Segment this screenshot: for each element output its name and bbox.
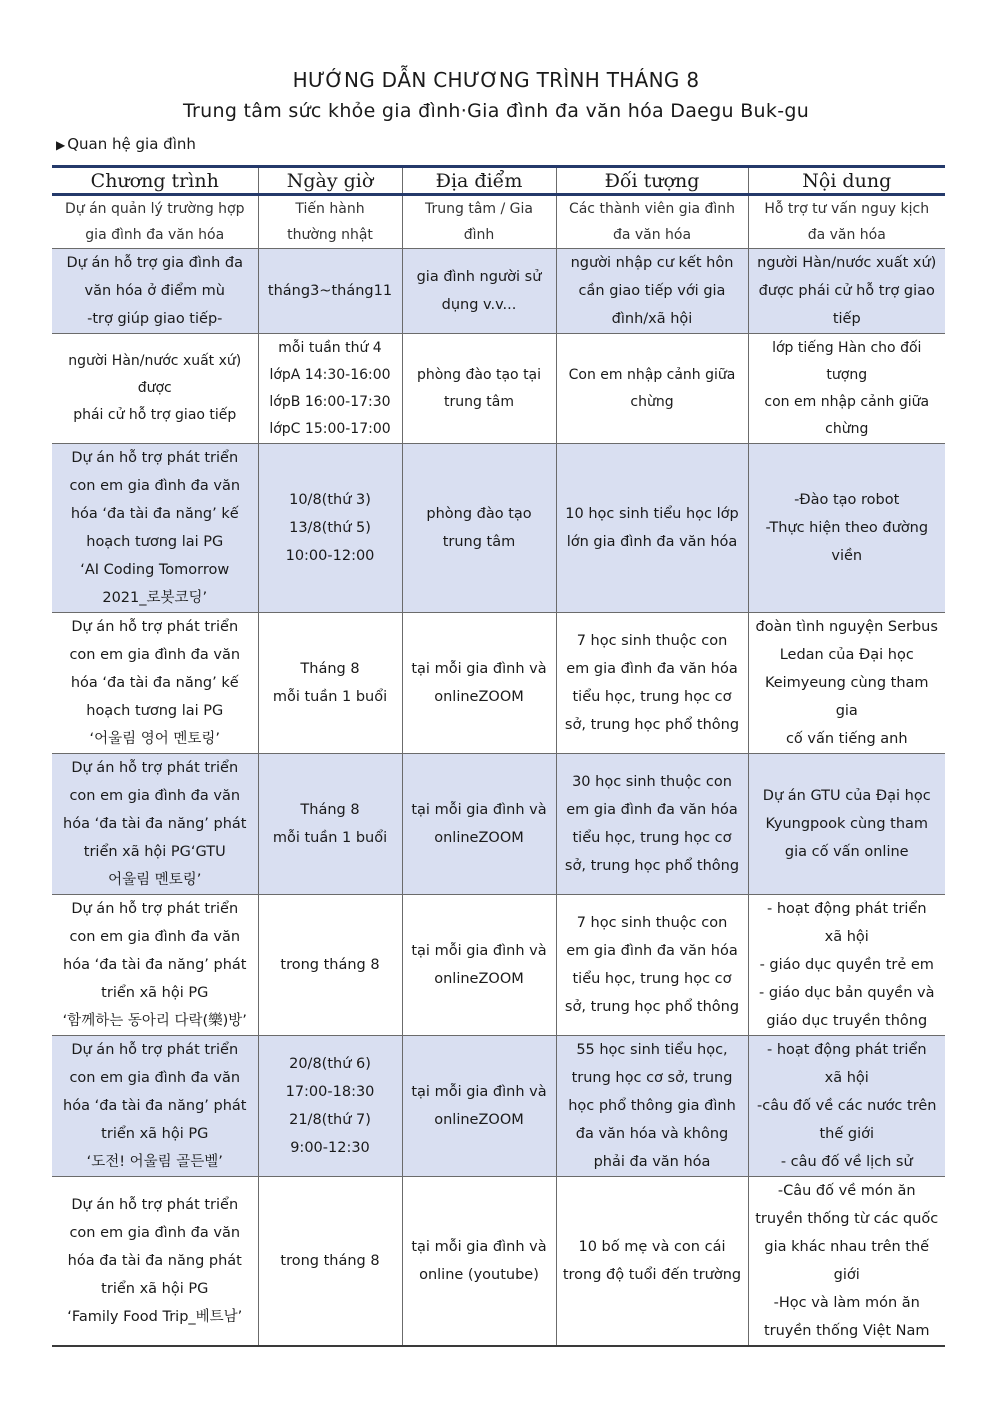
cell-target: 7 học sinh thuộc con em gia đình đa văn hóa tiểu học, trung học cơ sở, trung học phổ thông [556,895,748,1036]
table-row [52,195,945,249]
cell-datetime: Tháng 8 mỗi tuần 1 buổi [258,613,402,754]
table-row [52,754,945,895]
cell-datetime: tháng3~tháng11 [258,249,402,334]
cell-datetime: 20/8(thứ 6) 17:00-18:30 21/8(thứ 7) 9:00-12:30 [258,1036,402,1177]
column-header-datetime: Ngày giờ [258,167,402,195]
cell-location: tại mỗi gia đình và online (youtube) [402,1177,556,1347]
cell-program: Dự án quản lý trường hợp gia đình đa văn hóa [52,195,258,249]
cell-content: - hoạt động phát triển xã hội -câu đố về các nước trên thế giới - câu đố về lịch sử [748,1036,945,1177]
page-subtitle: Trung tâm sức khỏe gia đình·Gia đình đa văn hóa Daegu Buk-gu [182,100,810,122]
cell-location: tại mỗi gia đình và onlineZOOM [402,613,556,754]
cell-target: 10 bố mẹ và con cái trong độ tuổi đến trường [556,1177,748,1347]
cell-content: - hoạt động phát triển xã hội - giáo dục quyền trẻ em - giáo dục bản quyền và giáo dục truyền thông [748,895,945,1036]
cell-datetime: mỗi tuần thứ 4 lớpA 14:30-16:00 lớpB 16:00-17:30 lớpC 15:00-17:00 [258,334,402,444]
column-header-content: Nội dung [748,167,945,195]
cell-program: Dự án hỗ trợ phát triển con em gia đình đa văn hóa ‘đa tài đa năng’ phát triển xã hội PG ‘함께하는 동아리 다락(樂)방’ [52,895,258,1036]
cell-target: Con em nhập cảnh giữa chừng [556,334,748,444]
section-label: Quan hệ gia đình [67,135,196,153]
table-row [52,1177,945,1347]
cell-datetime: Tiến hành thường nhật [258,195,402,249]
cell-target: 7 học sinh thuộc con em gia đình đa văn hóa tiểu học, trung học cơ sở, trung học phổ thông [556,613,748,754]
table-row [52,1036,945,1177]
cell-content: Hỗ trợ tư vấn nguy kịch đa văn hóa [748,195,945,249]
cell-location: tại mỗi gia đình và onlineZOOM [402,1036,556,1177]
cell-content: đoàn tình nguyện Serbus Ledan của Đại học Keimyeung cùng tham gia cố vấn tiếng anh [748,613,945,754]
cell-location: gia đình người sử dụng v.v... [402,249,556,334]
cell-content: -Đào tạo robot -Thực hiện theo đường viền [748,444,945,613]
cell-content: -Câu đố về món ăn truyền thống từ các quốc gia khác nhau trên thế giới -Học và làm món ăn truyền thống Việt Nam [748,1177,945,1347]
cell-program: Dự án hỗ trợ phát triển con em gia đình đa văn hóa ‘đa tài đa năng’ phát triển xã hội PG‘GTU 어울림 멘토링’ [52,754,258,895]
cell-program: Dự án hỗ trợ phát triển con em gia đình đa văn hóa đa tài đa năng phát triển xã hội PG ‘Family Food Trip_베트남’ [52,1177,258,1347]
triangle-bullet-icon: ▶ [56,138,66,152]
cell-content: lớp tiếng Hàn cho đối tượng con em nhập cảnh giữa chừng [748,334,945,444]
cell-location: tại mỗi gia đình và onlineZOOM [402,754,556,895]
cell-location: tại mỗi gia đình và onlineZOOM [402,895,556,1036]
cell-datetime: trong tháng 8 [258,1177,402,1347]
table-row [52,613,945,754]
cell-program: Dự án hỗ trợ phát triển con em gia đình đa văn hóa ‘đa tài đa năng’ kế hoạch tương lai PG ‘AI Coding Tomorrow 2021_로봇코딩’ [52,444,258,613]
cell-target: Các thành viên gia đình đa văn hóa [556,195,748,249]
column-header-target: Đối tượng [556,167,748,195]
table-row [52,444,945,613]
cell-target: 30 học sinh thuộc con em gia đình đa văn hóa tiểu học, trung học cơ sở, trung học phổ thông [556,754,748,895]
table-row [52,895,945,1036]
cell-datetime: Tháng 8 mỗi tuần 1 buổi [258,754,402,895]
table-row [52,249,945,334]
cell-target: người nhập cư kết hôn cần giao tiếp với gia đình/xã hội [556,249,748,334]
cell-target: 55 học sinh tiểu học, trung học cơ sở, trung học phổ thông gia đình đa văn hóa và không phải đa văn hóa [556,1036,748,1177]
column-header-program: Chương trình [52,167,258,195]
section-heading [56,135,196,153]
cell-location: phòng đào tạo tại trung tâm [402,334,556,444]
cell-program: Dự án hỗ trợ phát triển con em gia đình đa văn hóa ‘đa tài đa năng’ kế hoạch tương lai PG ‘어울림 영어 멘토링’ [52,613,258,754]
table-header-row [52,167,945,195]
program-table [52,165,945,1347]
cell-datetime: trong tháng 8 [258,895,402,1036]
table-row [52,334,945,444]
cell-target: 10 học sinh tiểu học lớp lớn gia đình đa văn hóa [556,444,748,613]
cell-datetime: 10/8(thứ 3) 13/8(thứ 5) 10:00-12:00 [258,444,402,613]
column-header-location: Địa điểm [402,167,556,195]
cell-program: Dự án hỗ trợ gia đình đa văn hóa ở điểm mù -trợ giúp giao tiếp- [52,249,258,334]
page-title: HƯỚNG DẪN CHƯƠNG TRÌNH THÁNG 8 [292,68,700,92]
cell-content: Dự án GTU của Đại học Kyungpook cùng tham gia cố vấn online [748,754,945,895]
cell-program: người Hàn/nước xuất xứ) được phái cử hỗ trợ giao tiếp [52,334,258,444]
cell-program: Dự án hỗ trợ phát triển con em gia đình đa văn hóa ‘đa tài đa năng’ phát triển xã hội PG ‘도전! 어울림 골든벨’ [52,1036,258,1177]
cell-content: người Hàn/nước xuất xứ) được phái cử hỗ trợ giao tiếp [748,249,945,334]
cell-location: Trung tâm / Gia đình [402,195,556,249]
cell-location: phòng đào tạo trung tâm [402,444,556,613]
